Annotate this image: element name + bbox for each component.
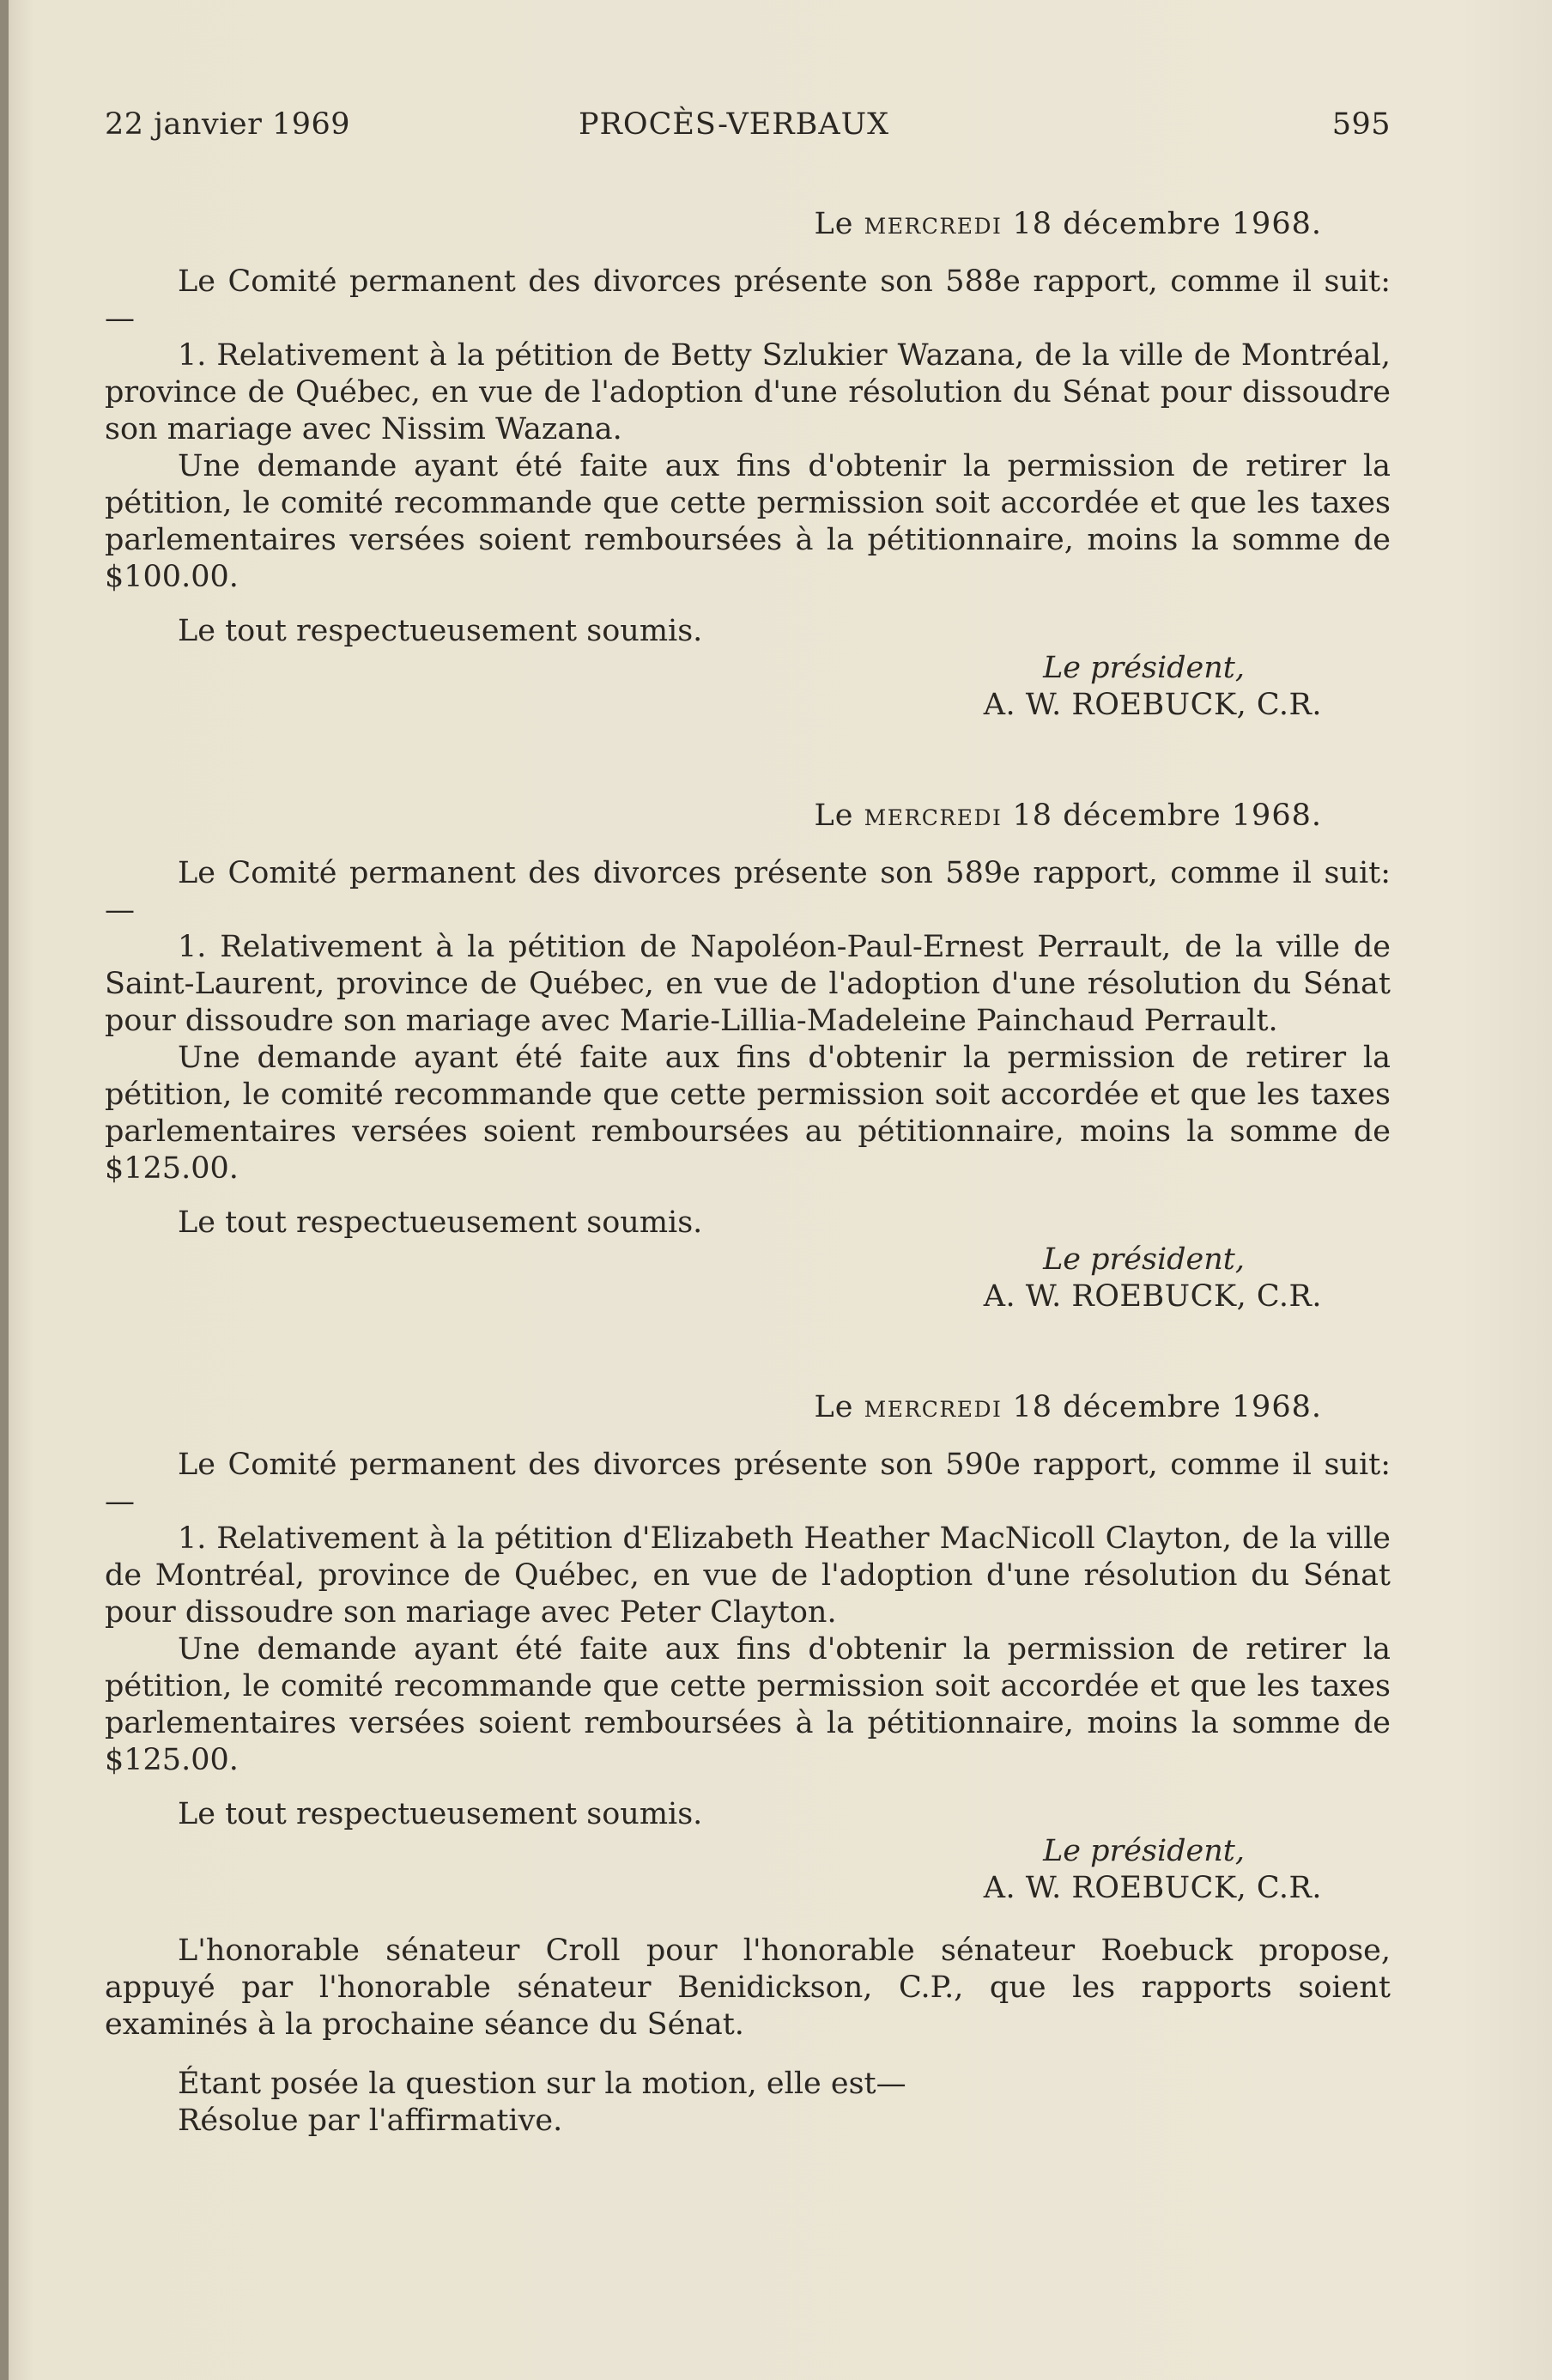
report-item: 1. Relativement à la pétition de Betty Szlukier Wazana, de la ville de Montréal, province de Québec, en vue de l'adoption d'une résolution du Sénat pour dissoudre son mariage avec Nissim Wazana.: [105, 338, 1391, 446]
motion-question: Étant posée la question sur la motion, elle est—: [178, 2067, 906, 2101]
report-date: [105, 798, 1391, 836]
date-rest: 18 décembre 1968.: [1012, 207, 1322, 241]
header-date: 22 janvier 1969: [105, 107, 351, 142]
report-request: Une demande ayant été faite aux fins d'obtenir la permission de retirer la pétition, le comité recommande que cette permission soit accordée et que les taxes parlementaires versées soient remboursées à la pétitionnaire, moins la somme de $100.00.: [105, 449, 1391, 594]
header-title: PROCÈS-VERBAUX: [579, 107, 890, 142]
report-closing: Le tout respectueusement soumis.: [178, 1797, 703, 1831]
page-number: 595: [1331, 107, 1391, 142]
page-body: [105, 206, 1391, 2140]
president-title: Le président,: [1043, 1834, 1245, 1868]
report-closing: Le tout respectueusement soumis.: [178, 614, 703, 648]
report-request: Une demande ayant été faite aux fins d'obtenir la permission de retirer la pétition, le comité recommande que cette permission soit accordée et que les taxes parlementaires versées soient remboursées au pétitionnaire, moins la somme de $125.00.: [105, 1041, 1391, 1186]
motion-result: Résolue par l'affirmative.: [178, 2104, 563, 2138]
date-prefix: Le: [814, 1390, 854, 1424]
report-item: 1. Relativement à la pétition d'Elizabeth Heather MacNicoll Clayton, de la ville de Montréal, province de Québec, en vue de l'adoption d'une résolution du Sénat pour dissoudre son mariage avec Peter Clayton.: [105, 1521, 1391, 1630]
report-588: [105, 206, 1391, 724]
date-rest: 18 décembre 1968.: [1012, 798, 1322, 833]
president-title: Le président,: [1043, 1242, 1245, 1277]
report-intro: Le Comité permanent des divorces présente son 588e rapport, comme il suit: —: [105, 264, 1391, 336]
report-590: [105, 1389, 1391, 1907]
report-closing: Le tout respectueusement soumis.: [178, 1205, 703, 1240]
binding-edge: [0, 0, 9, 2380]
date-prefix: Le: [814, 798, 854, 833]
report-intro: Le Comité permanent des divorces présente son 589e rapport, comme il suit: —: [105, 856, 1391, 927]
motion-section: [105, 1933, 1391, 2140]
date-weekday: MERCREDI: [864, 805, 1003, 830]
report-date: [105, 206, 1391, 245]
report-date: [105, 1389, 1391, 1428]
report-item: 1. Relativement à la pétition de Napoléon-Paul-Ernest Perrault, de la ville de Saint-Laurent, province de Québec, en vue de l'adoption d'une résolution du Sénat pour dissoudre son mariage avec Marie-Lillia-Madeleine Painchaud Perrault.: [105, 930, 1391, 1038]
signature: A. W. ROEBUCK, C.R.: [983, 688, 1322, 722]
date-weekday: MERCREDI: [864, 1397, 1003, 1422]
signature: A. W. ROEBUCK, C.R.: [983, 1871, 1322, 1905]
report-request: Une demande ayant été faite aux fins d'obtenir la permission de retirer la pétition, le comité recommande que cette permission soit accordée et que les taxes parlementaires versées soient remboursées à la pétitionnaire, moins la somme de $125.00.: [105, 1632, 1391, 1777]
signature: A. W. ROEBUCK, C.R.: [983, 1279, 1322, 1314]
page-header: [105, 107, 1391, 150]
president-title: Le président,: [1043, 651, 1245, 685]
motion-text: L'honorable sénateur Croll pour l'honorable sénateur Roebuck propose, appuyé par l'honorable sénateur Benidickson, C.P., que les rapports soient examinés à la prochaine séance du Sénat.: [105, 1934, 1391, 2042]
date-weekday: MERCREDI: [864, 214, 1003, 239]
report-intro: Le Comité permanent des divorces présente son 590e rapport, comme il suit: —: [105, 1448, 1391, 1519]
date-rest: 18 décembre 1968.: [1012, 1390, 1322, 1424]
report-589: [105, 798, 1391, 1315]
date-prefix: Le: [814, 207, 854, 241]
